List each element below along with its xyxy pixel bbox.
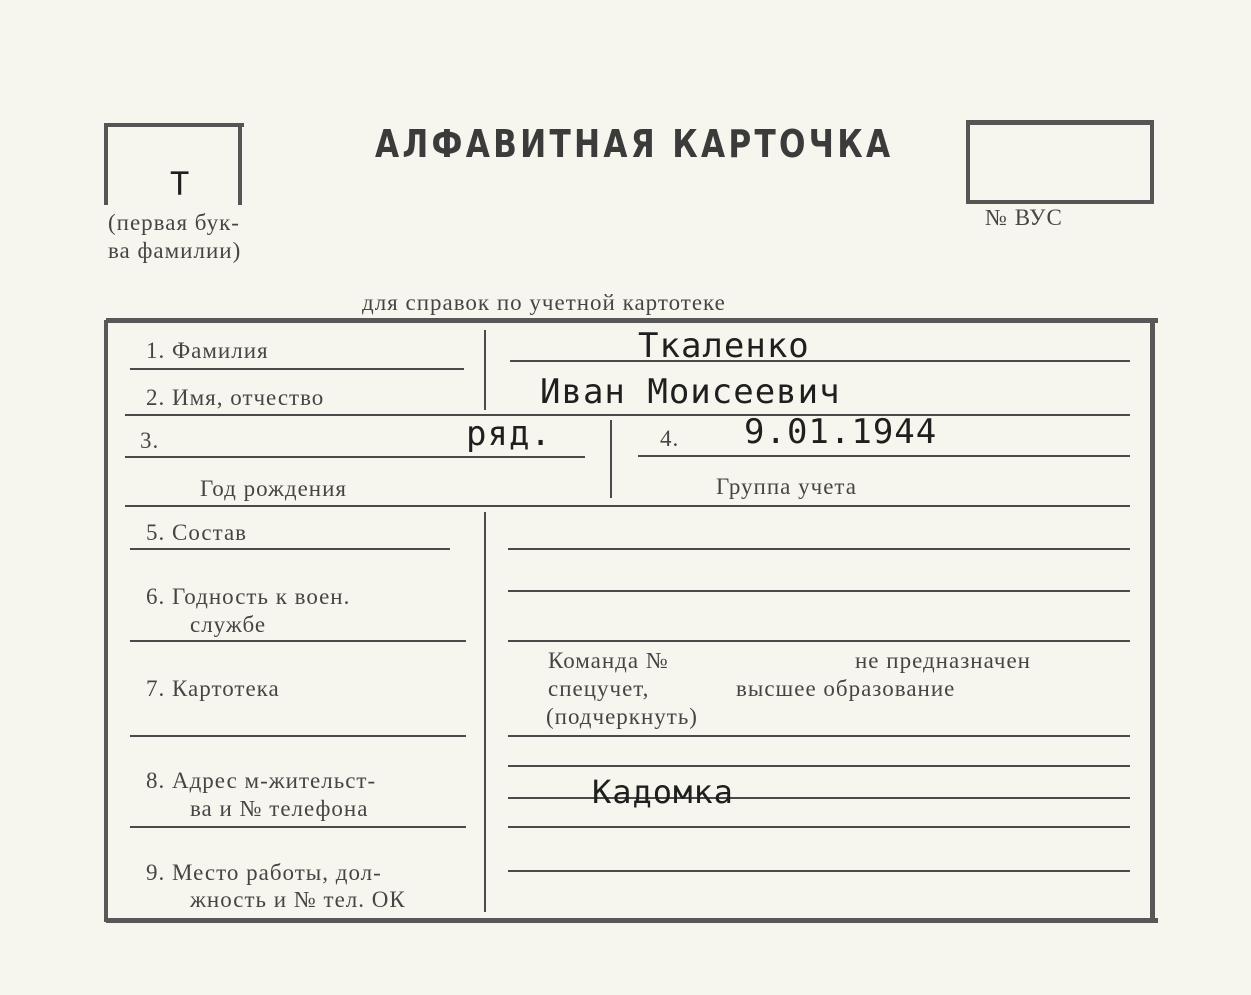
- field-3-label: 3.: [140, 428, 160, 453]
- group-caption: Группа учета: [716, 474, 857, 499]
- letter-caption-2: ва фамилии): [108, 238, 242, 263]
- letter-caption-1: (первая бук-: [108, 210, 240, 235]
- address-value: Кадомка: [592, 773, 734, 811]
- vus-label: № ВУС: [985, 205, 1063, 230]
- field-9-label-2: жность и № тел. ОК: [190, 887, 406, 912]
- field-2-label: 2. Имя, отчество: [146, 385, 325, 410]
- surname-value: Ткаленко: [638, 326, 810, 366]
- subtitle: для справок по учетной картотеке: [362, 290, 726, 315]
- field-9-label-1: 9. Место работы, дол-: [146, 860, 382, 885]
- field-4-label: 4.: [660, 426, 680, 451]
- field-1-label: 1. Фамилия: [146, 338, 269, 363]
- field-7-text-2b: высшее образование: [736, 676, 956, 701]
- card-title: АЛФАВИТНАЯ КАРТОЧКА: [375, 122, 894, 166]
- surname-initial: Т: [170, 165, 191, 203]
- field-7-text-1a: Команда №: [548, 648, 669, 673]
- field-7-label: 7. Картотека: [146, 676, 280, 701]
- field-6-label-1: 6. Годность к воен.: [146, 584, 351, 609]
- field-8-label-1: 8. Адрес м-жительст-: [146, 768, 377, 793]
- field-8-label-2: ва и № телефона: [190, 796, 369, 821]
- name-patronymic-value: Иван Моисеевич: [540, 372, 841, 412]
- field-6-label-2: службе: [190, 612, 267, 637]
- field-5-label: 5. Состав: [146, 520, 248, 545]
- field-7-text-1b: не предназначен: [855, 648, 1031, 673]
- field-7-text-2a: спецучет,: [548, 676, 650, 701]
- field-7-text-3: (подчеркнуть): [546, 704, 698, 729]
- birth-year-caption: Год рождения: [200, 476, 347, 501]
- group-value: 9.01.1944: [744, 412, 938, 452]
- rank-value: ряд.: [466, 414, 552, 454]
